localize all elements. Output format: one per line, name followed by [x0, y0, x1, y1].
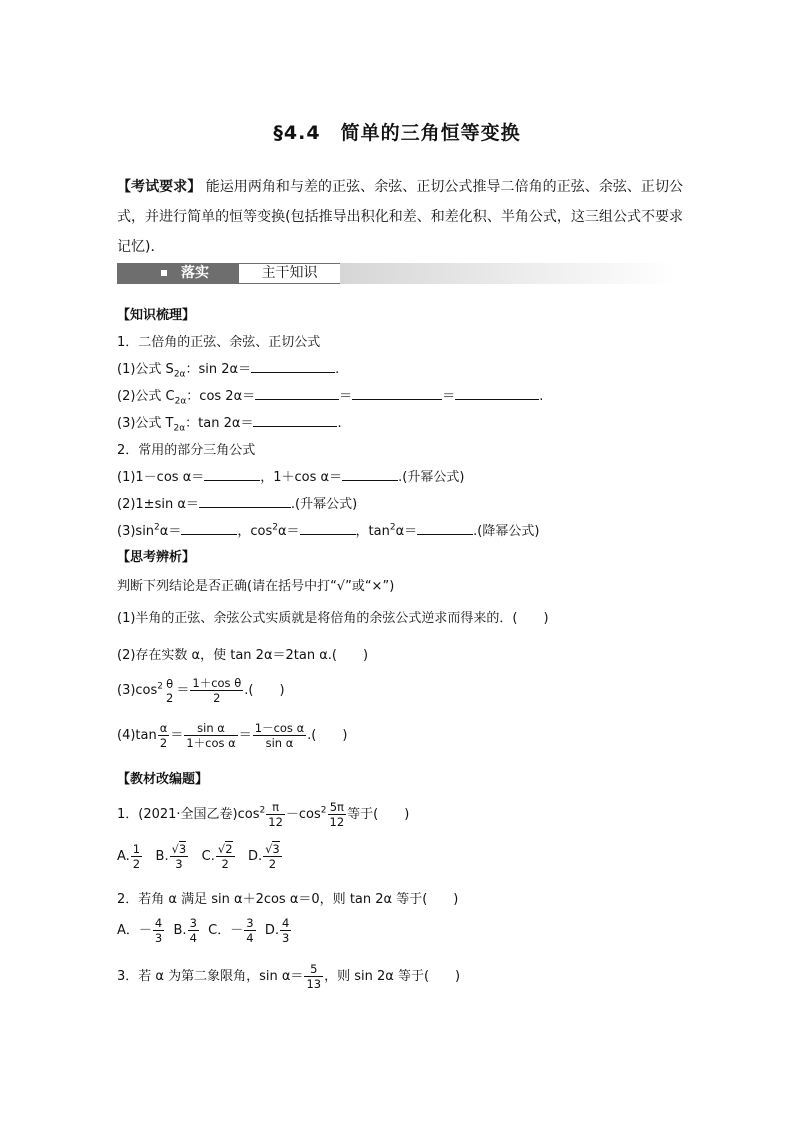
page-title: §4.4 简单的三角恒等变换 [273, 122, 521, 144]
answer-blank[interactable] [253, 414, 337, 427]
exam-requirements [117, 172, 683, 262]
square-bullet-icon [161, 270, 167, 276]
problem-2-options [117, 916, 292, 945]
problem-1-options [117, 842, 283, 871]
judge-q3: $(3)\cos^2$ θ 2 ＝ $\frac{\text{1＋cos θ}}{2}$ .( ) [117, 676, 285, 705]
answer-blank[interactable] [204, 468, 260, 481]
exam-requirements-tag: 【考试要求】 [117, 179, 202, 195]
answer-blank[interactable] [251, 360, 335, 373]
sqrt-icon: √ [265, 842, 273, 856]
banner-dark [117, 263, 238, 284]
answer-blank[interactable] [181, 522, 237, 535]
fraction: θ 2 [166, 676, 174, 705]
answer-blank[interactable] [199, 495, 291, 508]
k1-heading: 1．二倍角的正弦、余弦、正切公式 [117, 335, 321, 350]
k1-line-s: (1)公式 $S_{2\alpha}$：sin 2α＝ . [117, 362, 340, 380]
option-c[interactable]: C. $\frac{√2}{2}$ [201, 842, 233, 871]
banner-left-label: 落实 [181, 265, 209, 281]
option-d[interactable]: D. $\frac{4}{3}$ [264, 916, 290, 945]
k2-line-3: $(3)\sin^2\alpha=$ ，$\cos^2\alpha=$ ，$\tan^2\alpha=$ .(降幂公式) [117, 522, 540, 539]
sqrt-icon: √ [217, 842, 226, 856]
fraction: $\frac{\text{1－cos α}}{\text{sin α}}$ [254, 721, 305, 750]
banner-right-label: 主干知识 [238, 263, 341, 284]
option-b[interactable]: B. $\frac{3}{4}$ [173, 916, 197, 945]
fraction: $\frac{\text{sin α}}{\text{1＋cos α}}$ [186, 721, 236, 750]
k2-line-1: (1)1－cos α＝ ，1＋cos α＝ .(升幂公式) [117, 470, 465, 485]
fraction: $\frac{5\pi}{12}$ [329, 800, 345, 829]
judge-q1: (1)半角的正弦、余弦公式实质就是将倍角的余弦公式逆求而得来的．( ) [117, 611, 549, 626]
judge-prompt: 判断下列结论是否正确(请在括号中打“√”或“×”) [117, 579, 395, 594]
fraction: $\frac{\text{1＋cos θ}}{2}$ [192, 676, 242, 705]
option-a[interactable]: A．－ $\frac{4}{3}$ [117, 916, 163, 945]
judge-q4: (4)tan $\frac{\alpha}{2}$ ＝ $\frac{\text{sin α}}{\text{1＋cos α}}$ ＝ $\frac{\text{1－cos α}}{\text{sin α}}$ .( ) [117, 721, 348, 750]
k2-heading: 2．常用的部分三角公式 [117, 443, 256, 458]
k1-line-t: (3)公式 $T_{2\alpha}$：tan 2α＝ . [117, 416, 342, 434]
fraction: $\frac{\pi}{12}$ [268, 800, 283, 829]
answer-blank[interactable] [342, 468, 398, 481]
section-banner [117, 263, 677, 284]
sqrt-icon: √ [171, 842, 179, 856]
answer-blank[interactable] [255, 387, 339, 400]
fraction: $\frac{\alpha}{2}$ [159, 721, 168, 750]
banner-fade [340, 263, 677, 284]
fraction: $\frac{5}{13}$ [306, 962, 322, 991]
problem-2: 2．若角 α 满足 sin α＋2cos α＝0，则 tan 2α 等于( ) [117, 892, 459, 907]
problem-1: 1．(2021·全国乙卷)$\cos^2$ $\frac{\pi}{12}$ $-\cos^2$ $\frac{5\pi}{12}$ 等于( ) [117, 800, 410, 829]
textbook-heading: 【教材改编题】 [117, 772, 209, 787]
option-a[interactable]: A. $\frac{1}{2}$ [117, 842, 141, 871]
option-b[interactable]: B. $\frac{√3}{3}$ [155, 842, 187, 871]
answer-blank[interactable] [417, 522, 473, 535]
k2-line-2: (2)1±sin α＝ .(升幂公式) [117, 497, 358, 512]
knowledge-heading: 【知识梳理】 [117, 308, 196, 323]
option-c[interactable]: C．－ $\frac{3}{4}$ [208, 916, 254, 945]
option-d[interactable]: D. $\frac{√3}{2}$ [247, 842, 280, 871]
answer-blank[interactable] [455, 387, 539, 400]
thinking-heading: 【思考辨析】 [117, 550, 196, 565]
answer-blank[interactable] [352, 387, 442, 400]
answer-blank[interactable] [300, 522, 356, 535]
exam-requirements-text: 能运用两角和与差的正弦、余弦、正切公式推导二倍角的正弦、余弦、正切公式，并进行简单的恒等变换(包括推导出积化和差、和差化积、半角公式，这三组公式不要求记忆)． [117, 179, 684, 255]
judge-q2: (2)存在实数 α，使 tan 2α＝2tan α.( ) [117, 648, 369, 663]
problem-3: 3．若 α 为第二象限角，sin α＝ $\frac{5}{13}$ ，则 sin 2α 等于( ) [117, 962, 461, 991]
k1-line-c: (2)公式 $C_{2\alpha}$：cos 2α＝ ＝ ＝ . [117, 389, 544, 407]
